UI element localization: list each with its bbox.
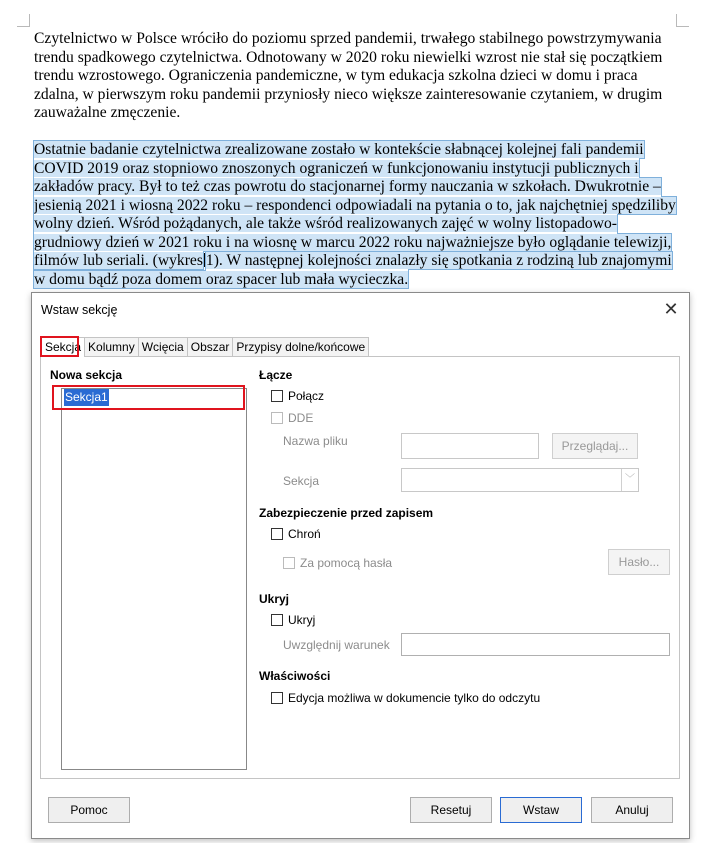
section-list[interactable] xyxy=(61,388,247,770)
hide-label: Ukryj xyxy=(288,613,316,627)
write-protection-heading: Zabezpieczenie przed zapisem xyxy=(259,506,434,520)
editable-readonly-label: Edycja możliwa w dokumencie tylko do odczytu xyxy=(288,691,541,705)
dialog-titlebar xyxy=(32,293,689,327)
selected-text-2: 1). W następnej kolejności znalazły się spotkania z rodziną lub znajomymi w domu bądź poza domem oraz spacer lub mała wycieczka. xyxy=(34,252,672,288)
section-name-input[interactable]: Sekcja1 xyxy=(65,390,108,404)
tab-section[interactable]: Sekcja xyxy=(41,337,85,357)
paragraph-2-selected[interactable] xyxy=(34,141,676,289)
new-section-label: Nowa sekcja xyxy=(50,368,123,382)
cancel-button[interactable]: Anuluj xyxy=(591,797,673,823)
link-section-label: Sekcja xyxy=(283,474,320,488)
condition-input[interactable] xyxy=(401,633,670,656)
properties-heading: Właściwości xyxy=(259,669,331,683)
browse-button[interactable]: Przeglądaj... xyxy=(552,433,638,459)
hide-checkbox[interactable] xyxy=(271,614,283,626)
selected-text-1: Ostatnie badanie czytelnictwa zrealizowane zostało w kontekście słabnącej kolejnej fali pandemii COVID 2019 oraz stopniowo znoszonych ograniczeń w funkcjonowaniu instytucji publicznych i zakładów pracy. Był to też czas powrotu do stacjonarnej formy nauczania w szkołach. Dwukrotnie – jesienią 2021 i wiosną 2022 roku – respondenci odpowiadali na pytania o to, jak najchętniej spędziliby wolny dzień. Wśród pożądanych, ale także wśród realizowanych zajęć w wolny listopadowo-grudniowy dzień w 2021 roku i na wiosnę w marcu 2022 roku najważniejsze było oglądanie telewizji, filmów lub seriali. (wykres xyxy=(34,141,676,269)
protect-checkbox[interactable] xyxy=(271,528,283,540)
paragraph-1[interactable]: Czytelnictwo w Polsce wróciło do poziomu sprzed pandemii, trwałego stabilnego powstrzymywania trendu spadkowego czytelnictwa. Odnotowany w 2020 roku niewielki wzrost nie stał się początkiem trendu wzrostowego. Ograniczenia pandemiczne, w tym edukacja szkolna dzieci w domu i praca zdalna, w pierwszym roku pandemii przyniosły nieco większe zainteresowanie czytaniem, w drugim zauważalne zmęczenie. xyxy=(34,30,663,121)
text-cursor xyxy=(204,253,205,267)
tab-area[interactable]: Obszar xyxy=(187,337,234,356)
crop-mark-top-right xyxy=(676,14,689,27)
tab-indents[interactable]: Wcięcia xyxy=(138,337,188,356)
dde-label: DDE xyxy=(288,411,314,425)
dialog-title: Wstaw sekcję xyxy=(41,303,118,317)
condition-label: Uwzględnij warunek xyxy=(283,638,390,652)
chevron-down-icon: ﹀ xyxy=(621,469,638,491)
with-password-label: Za pomocą hasła xyxy=(300,556,393,570)
insert-button[interactable]: Wstaw xyxy=(500,797,582,823)
link-label: Połącz xyxy=(288,389,325,403)
document-page xyxy=(0,0,716,300)
hide-heading: Ukryj xyxy=(259,592,290,606)
close-icon[interactable]: ✕ xyxy=(663,299,679,319)
tab-columns[interactable]: Kolumny xyxy=(84,337,139,356)
with-password-checkbox[interactable] xyxy=(283,557,295,569)
help-button[interactable]: Pomoc xyxy=(48,797,130,823)
password-button[interactable]: Hasło... xyxy=(608,549,670,575)
filename-input[interactable] xyxy=(401,433,539,459)
tab-footnotes-endnotes[interactable]: Przypisy dolne/końcowe xyxy=(232,337,369,356)
filename-label: Nazwa pliku xyxy=(283,434,348,448)
link-section-combo[interactable] xyxy=(401,468,639,492)
protect-label: Chroń xyxy=(288,527,321,541)
tab-bar xyxy=(41,337,368,357)
link-checkbox[interactable] xyxy=(271,390,283,402)
crop-mark-top-left xyxy=(17,14,30,27)
link-heading: Łącze xyxy=(259,368,293,382)
editable-readonly-checkbox[interactable] xyxy=(271,692,283,704)
dde-checkbox[interactable] xyxy=(271,412,283,424)
reset-button[interactable]: Resetuj xyxy=(410,797,492,823)
insert-section-dialog xyxy=(31,292,690,839)
